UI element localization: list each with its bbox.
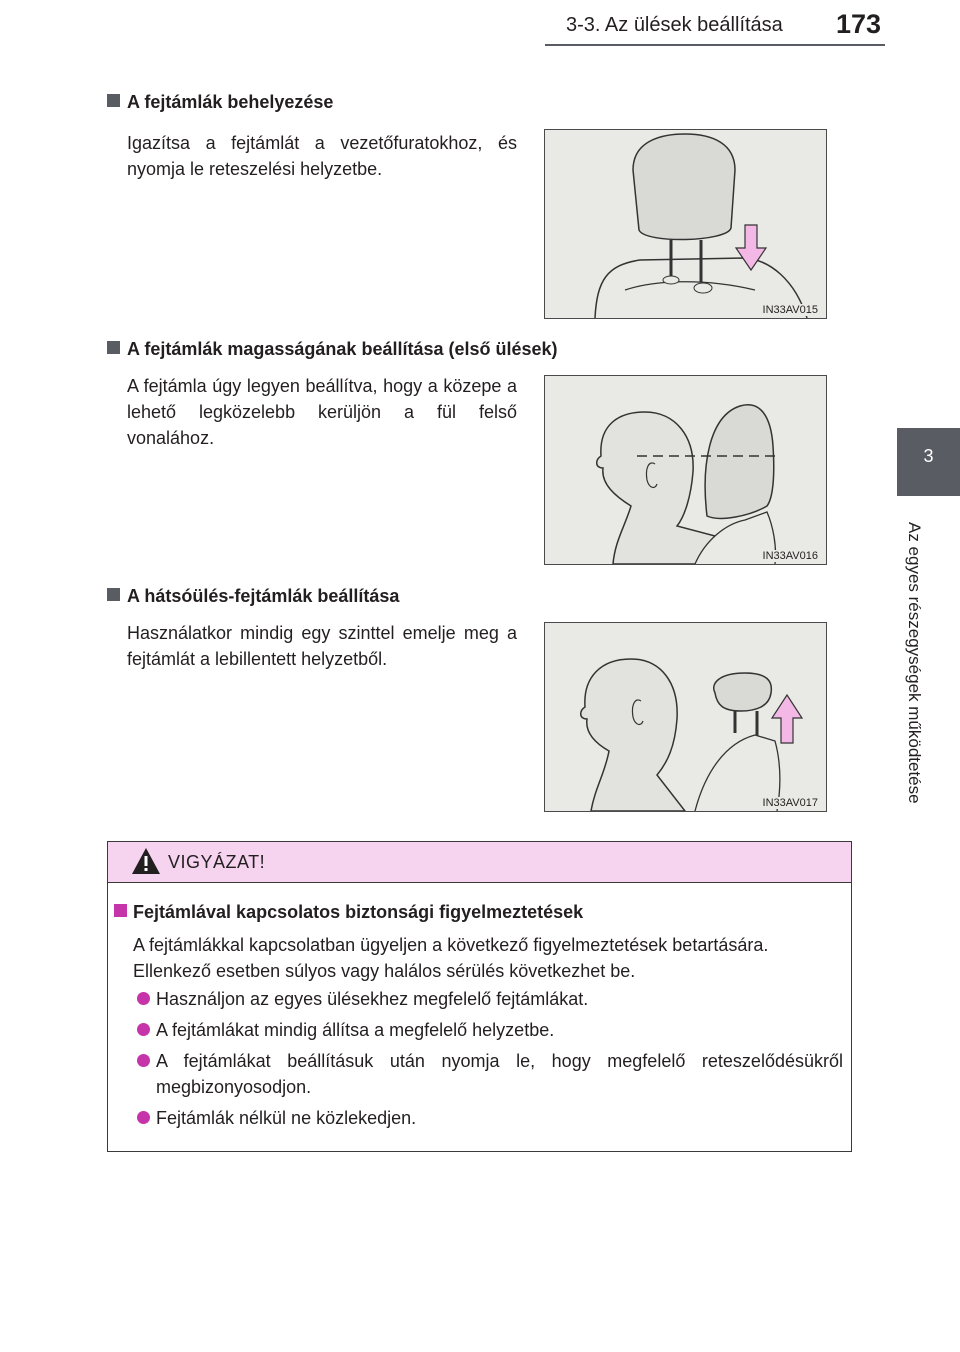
figure-code: IN33AV017 — [762, 797, 818, 809]
warning-bullet: A fejtámlákat mindig állítsa a megfelelő helyzetbe. — [133, 1017, 843, 1043]
figure-code: IN33AV016 — [762, 550, 818, 562]
headrest-height-illustration — [545, 376, 826, 564]
section-body-height: A fejtámla úgy legyen beállítva, hogy a közepe a lehető legközelebb kerüljön a fül felső vonalához. — [127, 376, 517, 448]
square-bullet-icon — [107, 588, 120, 601]
square-bullet-icon — [107, 94, 120, 107]
warning-intro: A fejtámlákkal kapcsolatban ügyeljen a következő figyelmeztetések betartására. Ellenkező esetben súlyos vagy halálos sérülés következhet be. — [133, 935, 769, 981]
warning-subheading: Fejtámlával kapcsolatos biztonsági figyelmeztetések — [114, 902, 583, 923]
section-heading-height: A fejtámlák magasságának beállítása (első ülések) — [107, 339, 558, 360]
bullet-dot-icon — [137, 1054, 150, 1067]
figure-headrest-height — [544, 375, 827, 565]
rear-headrest-illustration — [545, 623, 826, 811]
bullet-dot-icon — [137, 1023, 150, 1036]
warning-title: VIGYÁZAT! — [168, 852, 266, 872]
warning-triangle-icon — [131, 847, 161, 875]
section-heading-rear: A hátsóülés-fejtámlák beállítása — [107, 586, 399, 607]
bullet-dot-icon — [137, 1111, 150, 1124]
figure-headrest-insert — [544, 129, 827, 319]
bullet-dot-icon — [137, 992, 150, 1005]
header-rule — [545, 44, 885, 46]
page-number: 173 — [836, 9, 882, 39]
chapter-number: 3 — [923, 446, 934, 466]
headrest-insert-illustration — [545, 130, 826, 318]
warning-header — [108, 842, 851, 883]
section-heading-insert: A fejtámlák behelyezése — [107, 92, 333, 113]
chapter-side-label: Az egyes részegységek működtetése — [905, 522, 924, 804]
warning-bullet: A fejtámlákat beállításuk után nyomja le, hogy megfelelő reteszelődésükről megbizonyosodjon. — [133, 1048, 843, 1100]
section-body-rear: Használatkor mindig egy szinttel emelje meg a fejtámlát a lebillentett helyzetből. — [127, 623, 517, 669]
warning-box — [107, 841, 852, 1152]
warning-bullet: Használjon az egyes ülésekhez megfelelő fejtámlákat. — [133, 986, 843, 1012]
chapter-side-tab — [897, 428, 960, 496]
square-bullet-icon — [107, 341, 120, 354]
section-body-insert: Igazítsa a fejtámlát a vezetőfuratokhoz, és nyomja le reteszelési helyzetbe. — [127, 133, 517, 179]
warning-bullet: Fejtámlák nélkül ne közlekedjen. — [133, 1105, 843, 1131]
square-bullet-icon — [114, 904, 127, 917]
figure-code: IN33AV015 — [762, 304, 818, 316]
chapter-header-title: 3-3. Az ülések beállítása — [566, 14, 783, 36]
figure-rear-headrest — [544, 622, 827, 812]
